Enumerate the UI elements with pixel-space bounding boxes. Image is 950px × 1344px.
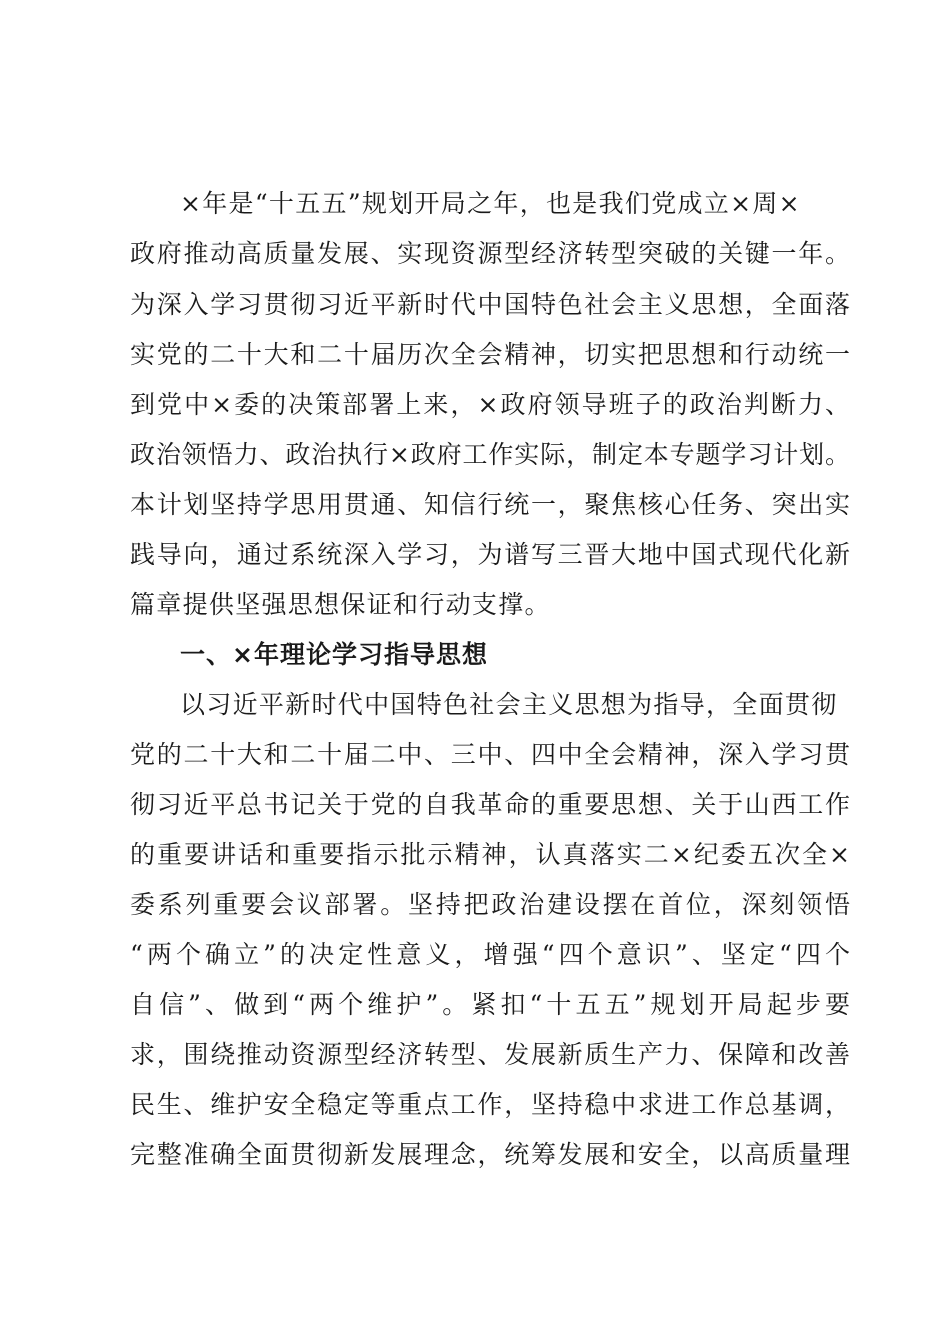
section-paragraph-line: 自信”、做到“两个维护”。紧扣“十五五”规划开局起步要 (130, 990, 850, 1019)
section-paragraph-line: 完整准确全面贯彻新发展理念，统筹发展和安全，以高质量理 (130, 1140, 850, 1169)
intro-paragraph-line: 本计划坚持学思用贯通、知信行统一，聚焦核心任务、突出实 (130, 490, 850, 519)
intro-paragraph-line: 政府推动高质量发展、实现资源型经济转型突破的关键一年。 (130, 239, 850, 268)
intro-paragraph-line: 践导向，通过系统深入学习，为谱写三晋大地中国式现代化新 (130, 540, 850, 569)
section-paragraph-line: 彻习近平总书记关于党的自我革命的重要思想、关于山西工作 (130, 790, 850, 819)
section-paragraph-line: 的重要讲话和重要指示批示精神，认真落实二×纪委五次全× (130, 840, 850, 869)
section-paragraph-line: 党的二十大和二十届二中、三中、四中全会精神，深入学习贯 (130, 740, 850, 769)
section-paragraph-line: “两个确立”的决定性意义，增强“四个意识”、坚定“四个 (130, 940, 850, 969)
intro-paragraph-line: 篇章提供坚强思想保证和行动支撑。 (130, 590, 551, 619)
section-paragraph-line: 民生、维护安全稳定等重点工作，坚持稳中求进工作总基调， (130, 1090, 850, 1119)
intro-paragraph-line: 政治领悟力、政治执行×政府工作实际，制定本专题学习计划。 (130, 440, 850, 469)
section-paragraph-line: 以习近平新时代中国特色社会主义思想为指导，全面贯彻 (180, 690, 838, 719)
intro-paragraph-line: ×年是“十五五”规划开局之年，也是我们党成立×周× (180, 189, 801, 218)
section-paragraph-line: 委系列重要会议部署。坚持把政治建设摆在首位，深刻领悟 (130, 890, 850, 919)
section-heading: 一、×年理论学习指导思想 (180, 640, 488, 669)
intro-paragraph-line: 到党中×委的决策部署上来，×政府领导班子的政治判断力、 (130, 390, 850, 419)
intro-paragraph-line: 实党的二十大和二十届历次全会精神，切实把思想和行动统一 (130, 340, 850, 369)
intro-paragraph-line: 为深入学习贯彻习近平新时代中国特色社会主义思想，全面落 (130, 290, 850, 319)
section-paragraph-line: 求，围绕推动资源型经济转型、发展新质生产力、保障和改善 (130, 1040, 850, 1069)
